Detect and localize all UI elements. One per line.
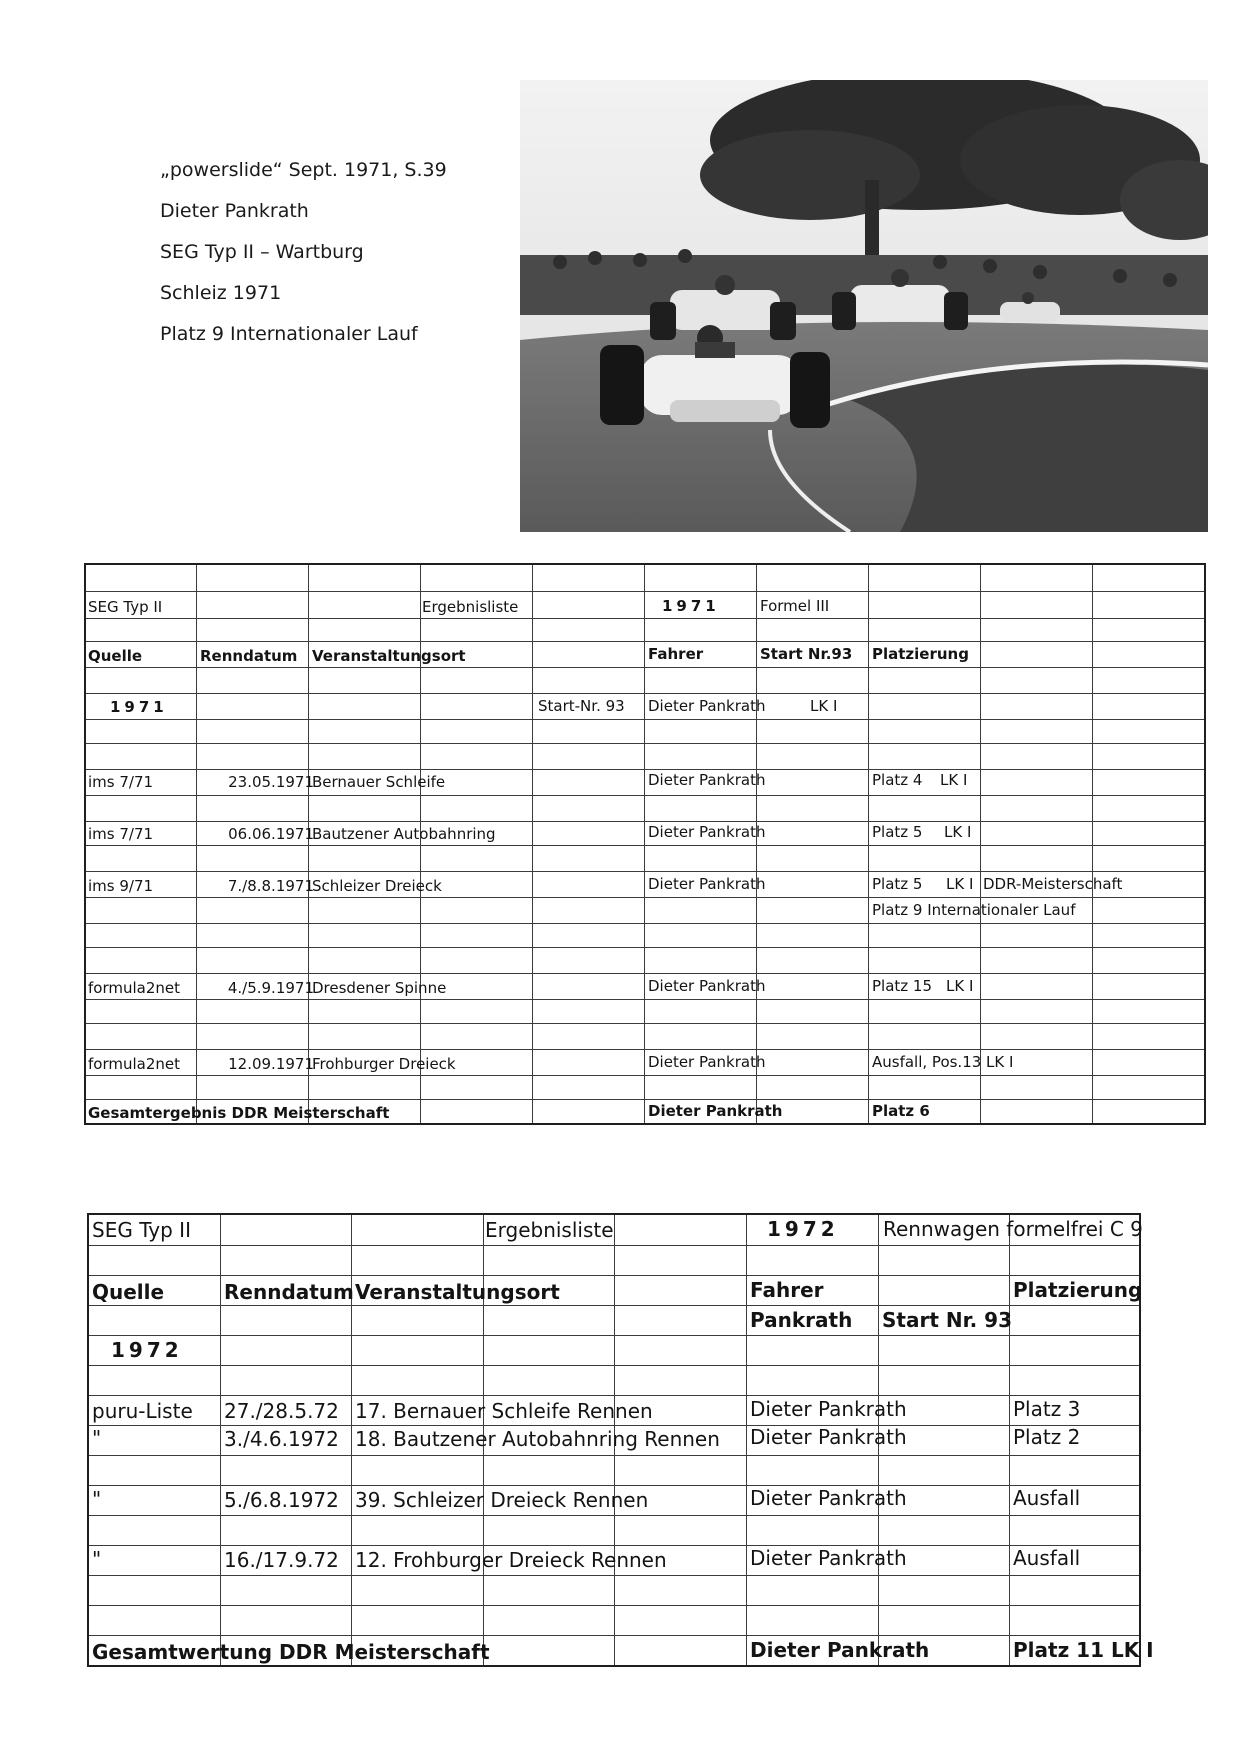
caption-block xyxy=(160,150,447,355)
table-row-venue: Schleizer Dreieck xyxy=(312,877,442,895)
caption-line-source: „powerslide“ Sept. 1971, S.39 xyxy=(160,159,447,181)
table-row-license: LK I xyxy=(946,977,974,995)
table-row-source: " xyxy=(92,1547,102,1571)
table-row-date: 06.06.1971 xyxy=(228,825,314,843)
table-row-source: puru-Liste xyxy=(92,1399,193,1423)
results-table-1972 xyxy=(87,1213,1154,1667)
total-place: Platz 6 xyxy=(872,1102,930,1120)
col-date: Renndatum xyxy=(200,647,298,665)
table-row-place: Platz 2 xyxy=(1013,1425,1081,1449)
col-place: Platzierung xyxy=(1013,1278,1143,1302)
table-row-source: formula2net xyxy=(88,979,180,997)
racing-cars-photo xyxy=(520,80,1208,532)
table-row-date: 23.05.1971 xyxy=(228,773,314,791)
year-label: 1972 xyxy=(111,1338,183,1362)
table-row-place: Ausfall, Pos.13 LK I xyxy=(872,1053,1014,1071)
table-row-venue: 39. Schleizer Dreieck Rennen xyxy=(355,1488,649,1512)
table-row-driver: Dieter Pankrath xyxy=(648,823,766,841)
header-title: Ergebnisliste xyxy=(422,598,519,616)
table-row-source: ims 7/71 xyxy=(88,825,154,843)
caption-line-result: Platz 9 Internationaler Lauf xyxy=(160,323,418,345)
table-row-source: " xyxy=(92,1487,102,1511)
total-driver: Dieter Pankrath xyxy=(750,1638,930,1662)
table-row-license: LK I xyxy=(940,771,968,789)
col-driver: Fahrer xyxy=(750,1278,824,1302)
table-row-place: Ausfall xyxy=(1013,1546,1081,1570)
year-start-no: Start-Nr. 93 xyxy=(538,697,625,715)
total-driver: Dieter Pankrath xyxy=(648,1102,783,1120)
year-driver: Dieter Pankrath xyxy=(648,697,766,715)
table-row-driver: Dieter Pankrath xyxy=(648,771,766,789)
col-venue: Veranstaltungsort xyxy=(312,647,466,665)
table-row-source: ims 9/71 xyxy=(88,877,154,895)
table-row-venue: 18. Bautzener Autobahnring Rennen xyxy=(355,1427,720,1451)
year-label: 1971 xyxy=(110,698,168,716)
table-row-venue: Bernauer Schleife xyxy=(312,773,446,791)
table-row-driver: Dieter Pankrath xyxy=(648,875,766,893)
table-row-place: Platz 5 xyxy=(872,823,923,841)
table-row-venue: 17. Bernauer Schleife Rennen xyxy=(355,1399,653,1423)
table-row-source: formula2net xyxy=(88,1055,180,1073)
header-model: SEG Typ II xyxy=(88,598,163,616)
table-row-venue: 12. Frohburger Dreieck Rennen xyxy=(355,1548,667,1572)
col-start: Start Nr. 93 xyxy=(882,1308,1012,1332)
header-title: Ergebnisliste xyxy=(485,1218,614,1242)
header-year: 1971 xyxy=(662,597,720,615)
table-row-driver: Dieter Pankrath xyxy=(648,977,766,995)
total-label: Gesamtergebnis DDR Meisterschaft xyxy=(88,1104,390,1122)
table-row-driver: Dieter Pankrath xyxy=(648,1053,766,1071)
col-start: Start Nr.93 xyxy=(760,645,853,663)
table-row-date: 27./28.5.72 xyxy=(224,1399,339,1423)
caption-line-car: SEG Typ II – Wartburg xyxy=(160,241,364,263)
caption-line-driver: Dieter Pankrath xyxy=(160,200,309,222)
table-row-venue: Frohburger Dreieck xyxy=(312,1055,456,1073)
year-license: LK I xyxy=(810,697,838,715)
table-row-date: 4./5.9.1971 xyxy=(227,979,314,997)
table-row-date: 5./6.8.1972 xyxy=(224,1488,339,1512)
table-row-date: 7./8.8.1971 xyxy=(227,877,314,895)
table-row-place: Platz 4 xyxy=(872,771,923,789)
col-driver: Fahrer xyxy=(648,645,704,663)
col-place: Platzierung xyxy=(872,645,969,663)
table-row-date: 12.09.1971 xyxy=(228,1055,314,1073)
total-place: Platz 11 LK I xyxy=(1013,1638,1154,1662)
total-label: Gesamtwertung DDR Meisterschaft xyxy=(92,1640,490,1664)
table-row-source: " xyxy=(92,1426,102,1450)
table-row-driver: Dieter Pankrath xyxy=(750,1397,907,1421)
header-model: SEG Typ II xyxy=(92,1218,191,1242)
header-year: 1972 xyxy=(767,1217,839,1241)
table-row-venue: Dresdener Spinne xyxy=(312,979,447,997)
header-class: Formel III xyxy=(760,597,830,615)
table-row-venue: Bautzener Autobahnring xyxy=(312,825,496,843)
table-row-license: LK I xyxy=(946,875,974,893)
table-row-source: ims 7/71 xyxy=(88,773,154,791)
col-date: Renndatum xyxy=(224,1280,354,1304)
col-source: Quelle xyxy=(88,647,143,665)
table-row-place: Platz 5 xyxy=(872,875,923,893)
table-row-driver: Dieter Pankrath xyxy=(750,1546,907,1570)
table-row-date: 3./4.6.1972 xyxy=(224,1427,339,1451)
extra-place-international: Platz 9 Internationaler Lauf xyxy=(872,901,1076,919)
caption-line-event: Schleiz 1971 xyxy=(160,282,282,304)
table-row-date: 16./17.9.72 xyxy=(224,1548,339,1572)
col-driver-surname: Pankrath xyxy=(750,1308,853,1332)
col-venue: Veranstaltungsort xyxy=(355,1280,560,1304)
table-row-note: DDR-Meisterschaft xyxy=(983,875,1123,893)
results-table-1971 xyxy=(84,563,1206,1125)
table-row-driver: Dieter Pankrath xyxy=(750,1486,907,1510)
header-class: Rennwagen formelfrei C 9 xyxy=(883,1217,1143,1241)
table-row-license: LK I xyxy=(944,823,972,841)
table-row-place: Ausfall xyxy=(1013,1486,1081,1510)
table-row-driver: Dieter Pankrath xyxy=(750,1425,907,1449)
table-row-place: Platz 15 xyxy=(872,977,933,995)
col-source: Quelle xyxy=(92,1280,165,1304)
table-row-place: Platz 3 xyxy=(1013,1397,1081,1421)
